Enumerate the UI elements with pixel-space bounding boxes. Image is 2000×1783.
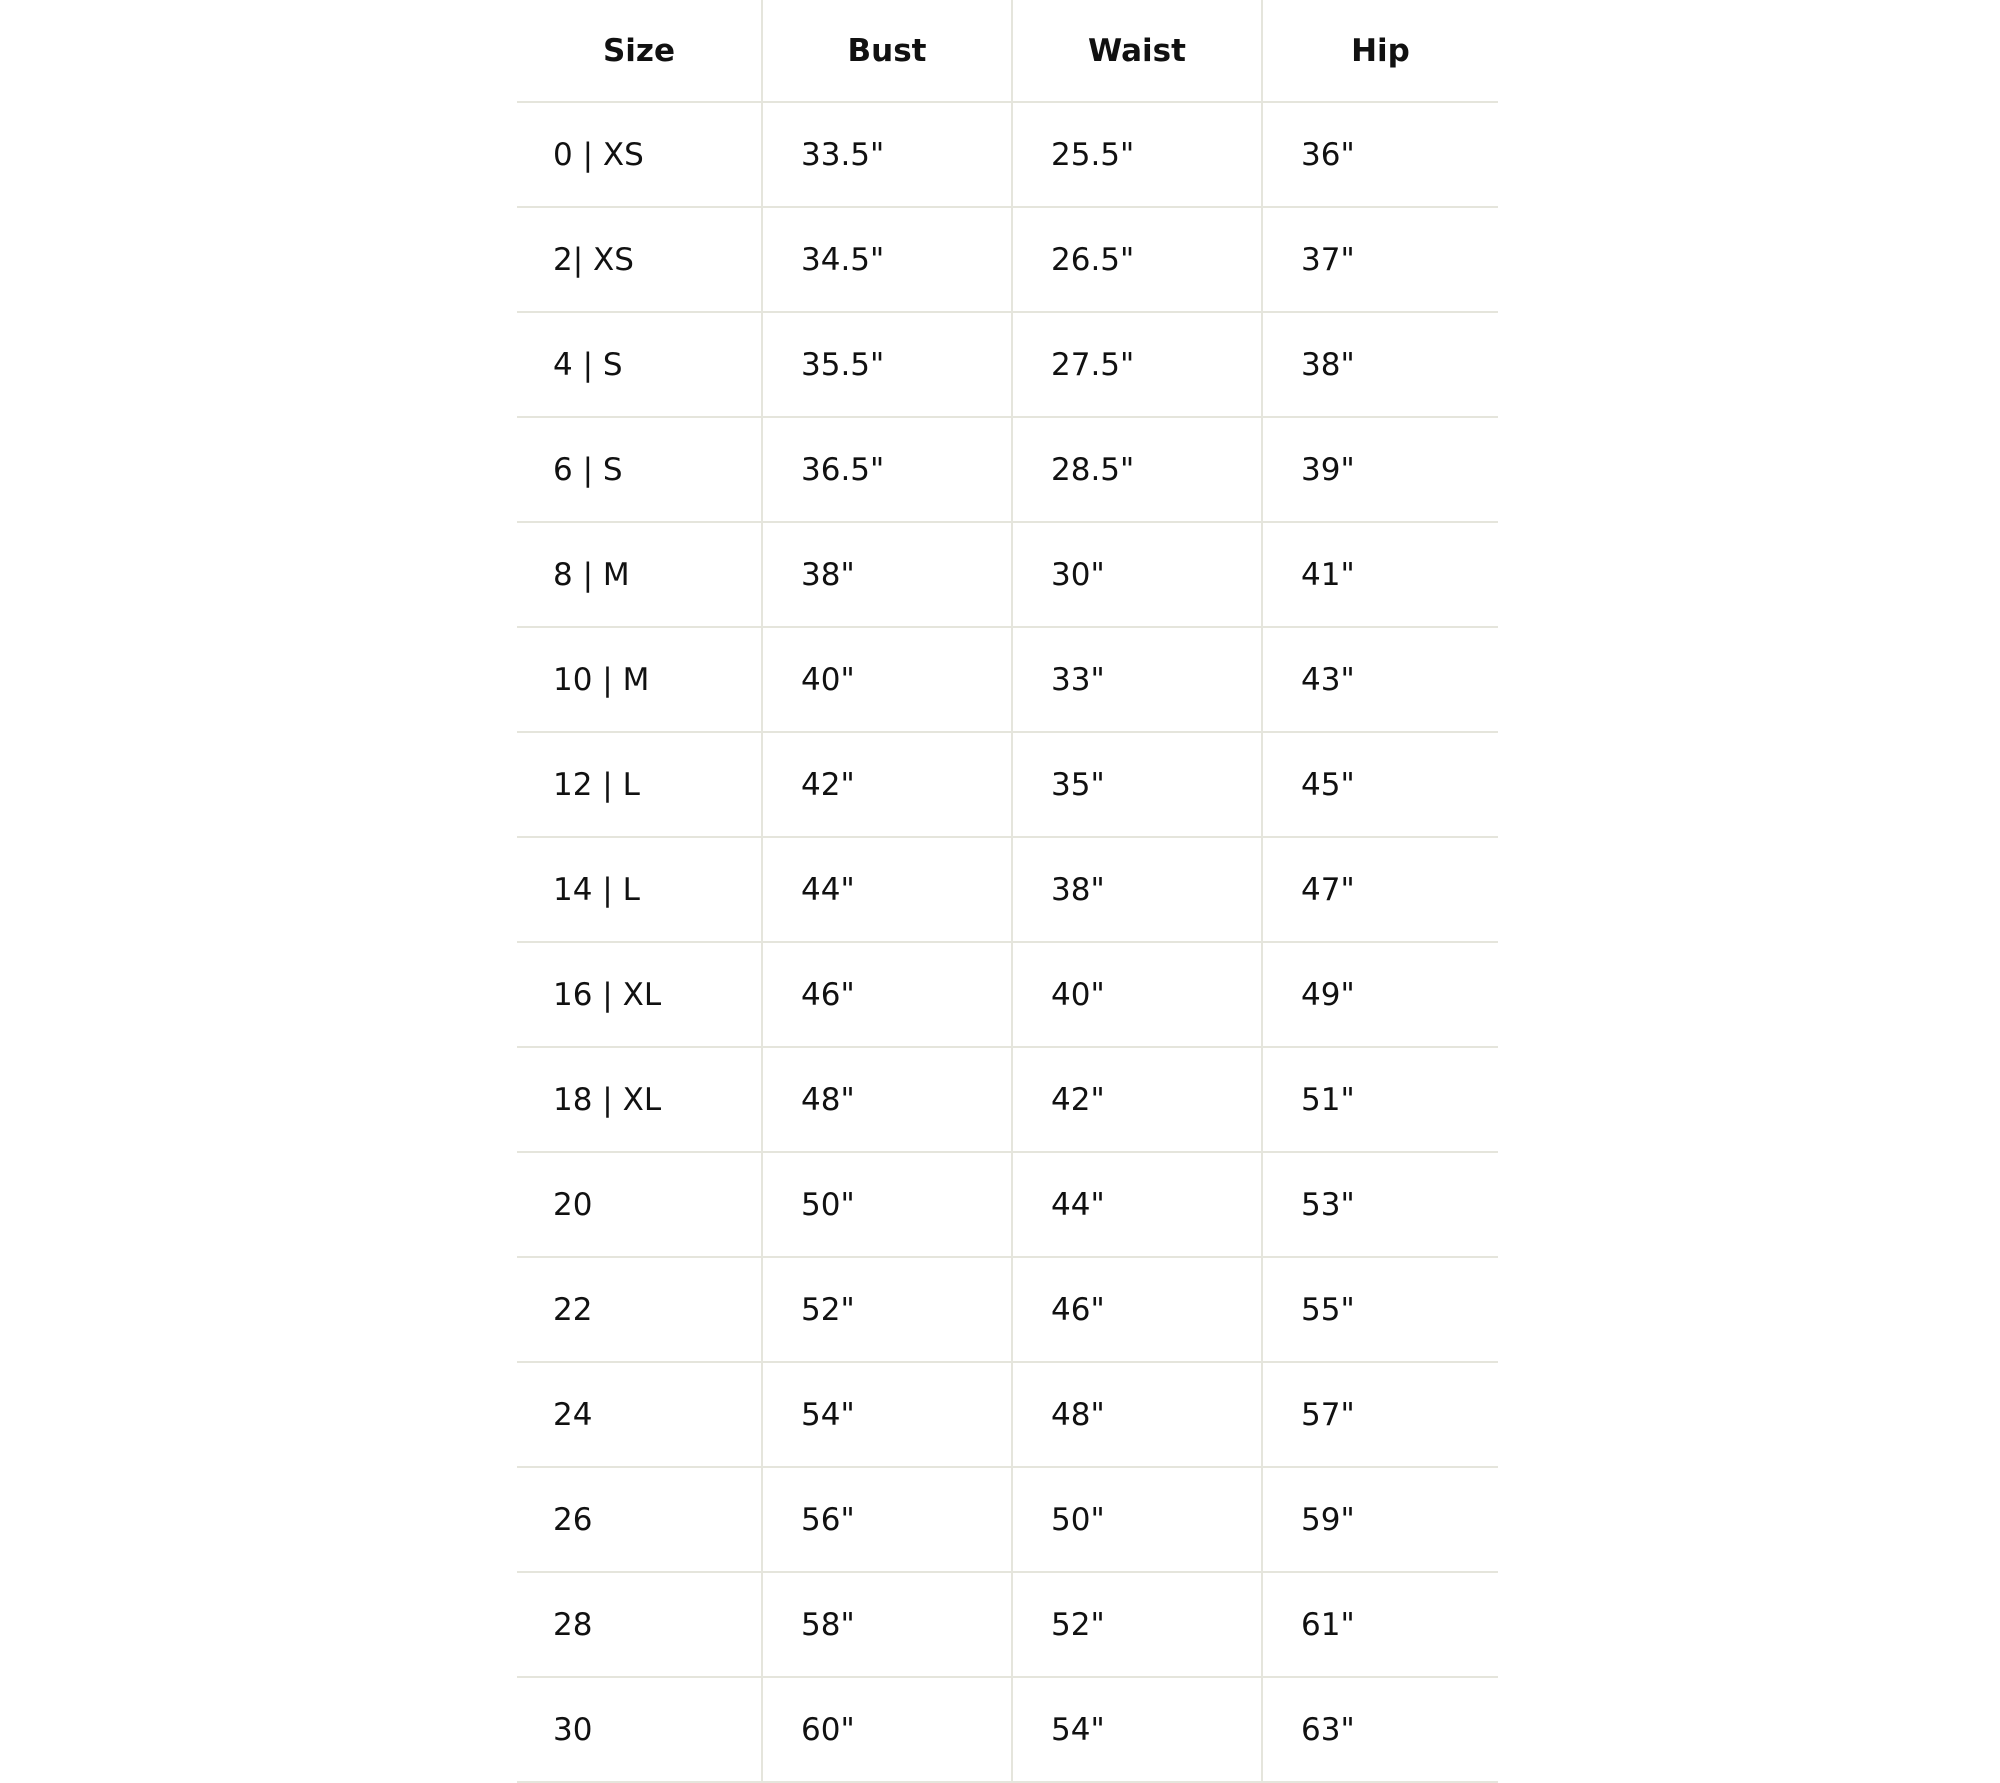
hip-cell: 61" <box>1262 1572 1498 1677</box>
table-row <box>517 1572 1498 1677</box>
waist-cell: 30" <box>1012 522 1262 627</box>
header-size: Size <box>517 0 762 102</box>
bust-cell: 46" <box>762 942 1012 1047</box>
table-row <box>517 1677 1498 1782</box>
waist-cell: 38" <box>1012 837 1262 942</box>
size-chart-body <box>517 102 1498 1782</box>
bust-cell: 58" <box>762 1572 1012 1677</box>
size-cell: 4 | S <box>517 312 762 417</box>
size-cell: 20 <box>517 1152 762 1257</box>
header-bust: Bust <box>762 0 1012 102</box>
table-row <box>517 522 1498 627</box>
hip-cell: 53" <box>1262 1152 1498 1257</box>
bust-cell: 35.5" <box>762 312 1012 417</box>
size-cell: 6 | S <box>517 417 762 522</box>
waist-cell: 35" <box>1012 732 1262 837</box>
header-hip: Hip <box>1262 0 1498 102</box>
waist-cell: 42" <box>1012 1047 1262 1152</box>
bust-cell: 50" <box>762 1152 1012 1257</box>
hip-cell: 51" <box>1262 1047 1498 1152</box>
size-cell: 10 | M <box>517 627 762 732</box>
bust-cell: 44" <box>762 837 1012 942</box>
waist-cell: 25.5" <box>1012 102 1262 207</box>
size-chart-table <box>517 0 1498 1783</box>
size-cell: 16 | XL <box>517 942 762 1047</box>
hip-cell: 57" <box>1262 1362 1498 1467</box>
size-cell: 8 | M <box>517 522 762 627</box>
table-row <box>517 1152 1498 1257</box>
hip-cell: 38" <box>1262 312 1498 417</box>
size-cell: 12 | L <box>517 732 762 837</box>
table-row <box>517 312 1498 417</box>
hip-cell: 63" <box>1262 1677 1498 1782</box>
waist-cell: 52" <box>1012 1572 1262 1677</box>
header-row <box>517 0 1498 102</box>
bust-cell: 56" <box>762 1467 1012 1572</box>
table-row <box>517 837 1498 942</box>
bust-cell: 52" <box>762 1257 1012 1362</box>
hip-cell: 43" <box>1262 627 1498 732</box>
size-cell: 28 <box>517 1572 762 1677</box>
table-row <box>517 627 1498 732</box>
waist-cell: 48" <box>1012 1362 1262 1467</box>
bust-cell: 36.5" <box>762 417 1012 522</box>
waist-cell: 50" <box>1012 1467 1262 1572</box>
table-row <box>517 1467 1498 1572</box>
header-waist: Waist <box>1012 0 1262 102</box>
bust-cell: 34.5" <box>762 207 1012 312</box>
waist-cell: 33" <box>1012 627 1262 732</box>
hip-cell: 39" <box>1262 417 1498 522</box>
waist-cell: 26.5" <box>1012 207 1262 312</box>
table-row <box>517 102 1498 207</box>
size-cell: 26 <box>517 1467 762 1572</box>
bust-cell: 42" <box>762 732 1012 837</box>
hip-cell: 41" <box>1262 522 1498 627</box>
hip-cell: 55" <box>1262 1257 1498 1362</box>
size-cell: 0 | XS <box>517 102 762 207</box>
hip-cell: 47" <box>1262 837 1498 942</box>
size-cell: 2| XS <box>517 207 762 312</box>
waist-cell: 54" <box>1012 1677 1262 1782</box>
table-row <box>517 732 1498 837</box>
table-row <box>517 417 1498 522</box>
size-cell: 18 | XL <box>517 1047 762 1152</box>
table-row <box>517 942 1498 1047</box>
hip-cell: 37" <box>1262 207 1498 312</box>
table-row <box>517 207 1498 312</box>
hip-cell: 49" <box>1262 942 1498 1047</box>
bust-cell: 54" <box>762 1362 1012 1467</box>
table-row <box>517 1047 1498 1152</box>
waist-cell: 40" <box>1012 942 1262 1047</box>
size-cell: 14 | L <box>517 837 762 942</box>
table-row <box>517 1362 1498 1467</box>
hip-cell: 36" <box>1262 102 1498 207</box>
bust-cell: 33.5" <box>762 102 1012 207</box>
table-row <box>517 1257 1498 1362</box>
hip-cell: 59" <box>1262 1467 1498 1572</box>
size-cell: 30 <box>517 1677 762 1782</box>
bust-cell: 60" <box>762 1677 1012 1782</box>
bust-cell: 38" <box>762 522 1012 627</box>
hip-cell: 45" <box>1262 732 1498 837</box>
size-chart-header <box>517 0 1498 102</box>
waist-cell: 27.5" <box>1012 312 1262 417</box>
bust-cell: 40" <box>762 627 1012 732</box>
bust-cell: 48" <box>762 1047 1012 1152</box>
waist-cell: 28.5" <box>1012 417 1262 522</box>
waist-cell: 44" <box>1012 1152 1262 1257</box>
size-cell: 22 <box>517 1257 762 1362</box>
waist-cell: 46" <box>1012 1257 1262 1362</box>
size-cell: 24 <box>517 1362 762 1467</box>
